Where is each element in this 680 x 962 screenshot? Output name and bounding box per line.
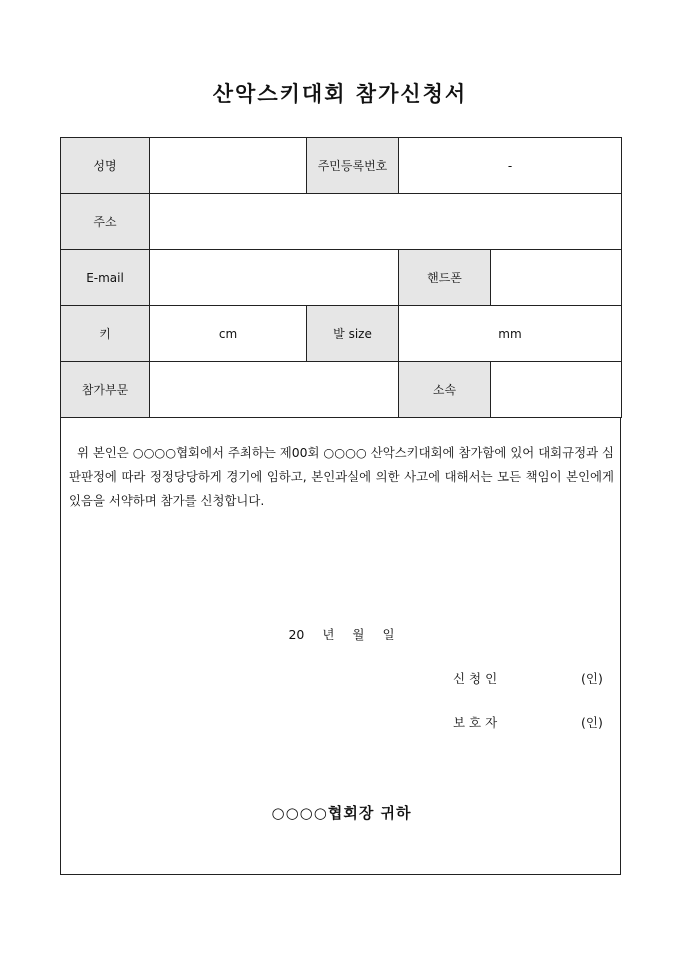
application-form <box>60 137 621 875</box>
division-field[interactable] <box>150 362 399 418</box>
shoe-size-label: 발 size <box>307 306 399 362</box>
phone-field[interactable] <box>491 250 622 306</box>
address-label: 주소 <box>61 194 150 250</box>
height-label: 키 <box>61 306 150 362</box>
addressee: ○○○○협회장 귀하 <box>271 804 412 822</box>
phone-label: 핸드폰 <box>399 250 491 306</box>
table-row <box>61 362 622 418</box>
name-label: 성명 <box>61 138 150 194</box>
resident-number-label: 주민등록번호 <box>307 138 399 194</box>
height-field[interactable]: cm <box>150 306 307 362</box>
table-row <box>61 306 622 362</box>
guardian-seal: (인) <box>581 715 603 730</box>
division-label: 참가부문 <box>61 362 150 418</box>
declaration-text: 위 본인은 ○○○○협회에서 주최하는 제00회 ○○○○ 산악스키대회에 참가함에 있어 대회규정과 심판판정에 따라 정정당당하게 경기에 임하고, 본인과실에 의한 사고에 대해서는 모든 책임이 본인에게 있음을 서약하며 참가를 신청합니다. <box>69 445 618 508</box>
table-row <box>61 194 622 250</box>
guardian-label: 보 호 자 <box>453 715 498 730</box>
name-field[interactable] <box>150 138 307 194</box>
affiliation-label: 소속 <box>399 362 491 418</box>
affiliation-field[interactable] <box>491 362 622 418</box>
address-field[interactable] <box>150 194 622 250</box>
shoe-size-field[interactable]: mm <box>399 306 622 362</box>
table-row <box>61 250 622 306</box>
resident-number-field[interactable]: - <box>399 138 622 194</box>
applicant-seal: (인) <box>581 671 603 686</box>
info-table <box>60 137 622 418</box>
date-line: 20 년 월 일 <box>288 627 395 642</box>
email-label: E-mail <box>61 250 150 306</box>
applicant-label: 신 청 인 <box>453 671 498 686</box>
email-field[interactable] <box>150 250 399 306</box>
table-row <box>61 138 622 194</box>
form-title: 산악스키대회 참가신청서 <box>212 82 468 106</box>
